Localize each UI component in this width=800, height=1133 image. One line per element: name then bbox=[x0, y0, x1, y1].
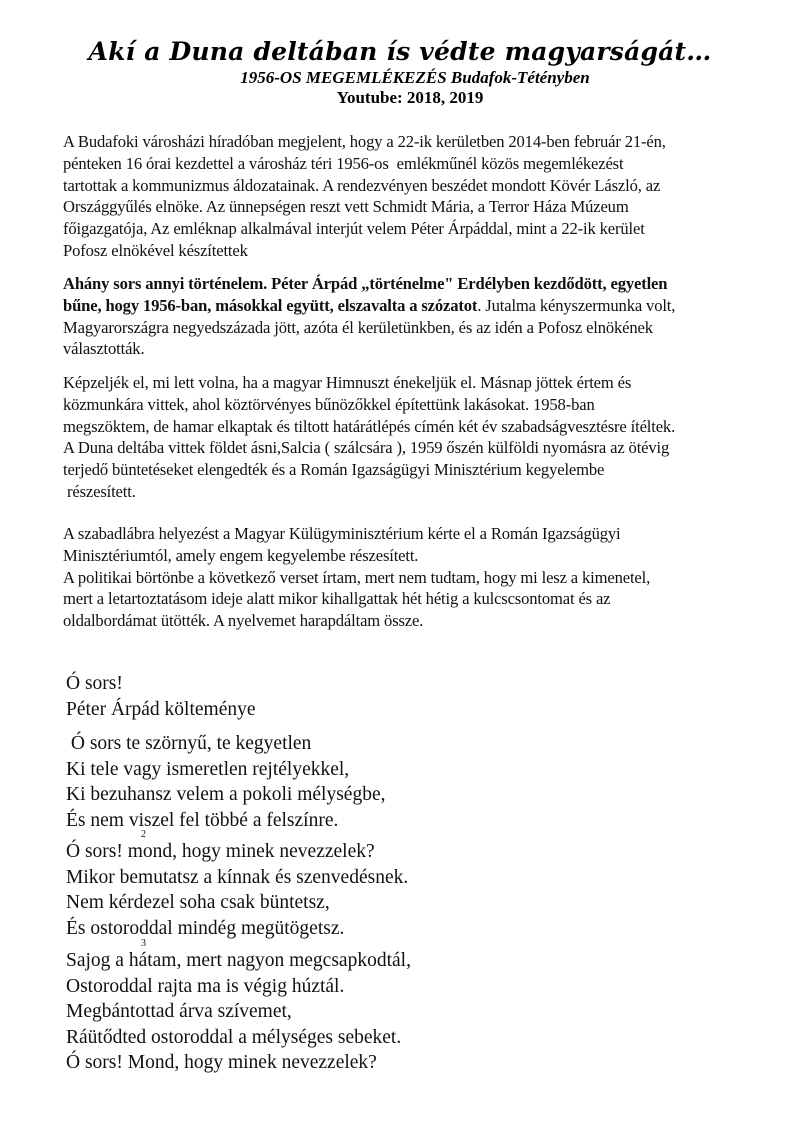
poem-line: Ostoroddal rajta ma is végig húztál. bbox=[66, 975, 345, 997]
text-line: oldalbordámat ütötték. A nyelvemet harapdáltam össze. bbox=[63, 611, 424, 631]
text-line: Országgyűlés elnöke. Az ünnepségen reszt vett Schmidt Mária, a Terror Háza Múzeum bbox=[63, 197, 629, 217]
text-fragment: . Jutalma kényszermunka volt, bbox=[477, 295, 676, 315]
text-line: Pofosz elnökével készítettek bbox=[63, 240, 248, 260]
poem-line: Ki bezuhansz velem a pokoli mélységbe, bbox=[66, 784, 386, 805]
paragraph-intro bbox=[63, 131, 763, 262]
bold-text-fragment: bűne, hogy 1956-ban, másokkal együtt, elszavalta a szózatot bbox=[63, 295, 478, 315]
poem-line: És nem viszel fel többé a felszínre. bbox=[66, 809, 339, 831]
text-line: választották. bbox=[63, 339, 145, 359]
text-line: A szabadlábra helyezést a Magyar Külügyminisztérium kérte el a Román Igazságügyi bbox=[63, 524, 621, 543]
poem-stanza-2 bbox=[66, 839, 626, 941]
paragraph-release bbox=[63, 523, 763, 632]
text-line: A politikai börtönbe a következő verset írtam, mert nem tudtam, hogy mi lesz a kimenetel, bbox=[63, 567, 651, 587]
text-line: Képzeljék el, mi lett volna, ha a magyar Himnuszt énekeljük el. Másnap jöttek értem és bbox=[63, 373, 632, 392]
text-line: A Budafoki városházi híradóban megjelent, hogy a 22-ik kerületben 2014-ben február 21-én, bbox=[63, 132, 666, 151]
poem-line: Ó sors! mond, hogy minek nevezzelek? bbox=[66, 841, 375, 862]
poem-line: Mikor bemutatsz a kínnak és szenvedésnek. bbox=[66, 866, 409, 888]
paragraph-testimony bbox=[63, 372, 763, 503]
document-title: Akí a Duna deltában ís védte magyarságát… bbox=[88, 37, 712, 66]
poem-line: Ó sors! Mond, hogy minek nevezzelek? bbox=[66, 1052, 377, 1073]
poem-line: Nem kérdezel soha csak büntetsz, bbox=[66, 892, 330, 913]
text-line: mert a letartoztatásom ideje alatt mikor kihallgattak hét hétig a kulcscsontomat és az bbox=[63, 589, 611, 609]
bold-text-line: Ahány sors annyi történelem. Péter Árpád „történelme" Erdélyben kezdődött, egyetlen bbox=[63, 274, 668, 293]
text-line: megszöktem, de hamar elkaptak és tiltott határátlépés címén két év szabadságvesztésre ítéltek. bbox=[63, 416, 676, 436]
poem-stanza-1 bbox=[66, 731, 626, 833]
stanza-number-2: 2 bbox=[141, 829, 146, 840]
poem-line: Ki tele vagy ismeretlen rejtélyekkel, bbox=[66, 758, 350, 780]
stanza-number-3: 3 bbox=[141, 938, 146, 949]
text-line: Minisztériumtól, amely engem kegyelembe részesített. bbox=[63, 545, 419, 565]
document-subtitle: 1956-OS MEGEMLÉKEZÉS Budafok-Tétényben bbox=[240, 68, 590, 87]
paragraph-story-intro bbox=[63, 273, 763, 360]
text-line: terjedő büntetéseket elengedték és a Román Igazságügyi Minisztérium kegyelembe bbox=[63, 460, 605, 480]
text-line: Magyarországra negyedszázada jött, azóta él kerületünkben, és az idén a Pofosz elnökének bbox=[63, 317, 653, 337]
poem-author-line: Péter Árpád költeménye bbox=[66, 698, 256, 720]
poem-line: Ráütődted ostoroddal a mélységes sebeket. bbox=[66, 1026, 402, 1048]
text-line: részesített. bbox=[63, 481, 136, 501]
poem-line: Sajog a hátam, mert nagyon megcsapkodtál, bbox=[66, 950, 411, 971]
text-line: főigazgatója, Az emléknap alkalmával interjút velem Péter Árpáddal, mint a 22-ik kerület bbox=[63, 219, 645, 239]
document-source-line: Youtube: 2018, 2019 bbox=[336, 88, 484, 107]
text-line: A Duna deltába vittek földet ásni,Salcia ( szálcsára ), 1959 őszén külföldi nyomásra az ötévig bbox=[63, 438, 670, 458]
poem-line: Ó sors te szörnyű, te kegyetlen bbox=[66, 733, 312, 754]
text-line: tartottak a kommunizmus áldozatainak. A rendezvényen beszédet mondott Kövér László, az bbox=[63, 175, 661, 195]
text-line: közmunkára vittek, ahol köztörvényes bűnözőkkel építettünk lakásokat. 1958-ban bbox=[63, 394, 595, 414]
poem-stanza-3 bbox=[66, 948, 626, 1076]
poem-heading bbox=[66, 671, 626, 722]
text-line: pénteken 16 órai kezdettel a városház téri 1956-os emlékműnél közös megemlékezést bbox=[63, 153, 624, 173]
poem-line: És ostoroddal mindég megütögetsz. bbox=[66, 917, 345, 939]
poem-title: Ó sors! bbox=[66, 673, 123, 694]
poem-line: Megbántottad árva szívemet, bbox=[66, 1001, 292, 1022]
